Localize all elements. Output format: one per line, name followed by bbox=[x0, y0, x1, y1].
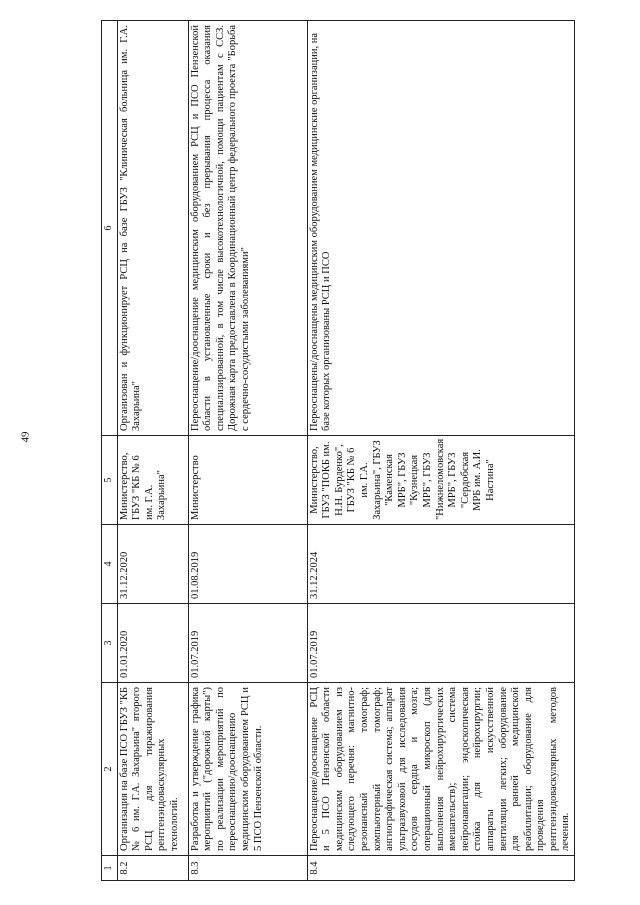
table-row bbox=[117, 21, 188, 881]
row-number: 8.2 bbox=[117, 856, 188, 881]
activity-cell: Организация на базе ПСО ГБУЗ "КБ № 6 им. Г.А. Захарьина" второго РСЦ для тиражирования рентгенэндоваскулярных технологий. bbox=[117, 683, 188, 856]
activity-cell: Разработка и утверждение графика мероприятий ("дорожной карты") по реализации мероприятий по переоснащению/дооснащению медицинским оборудованием РСЦ и 5 ПСО Пензенской области. bbox=[188, 683, 307, 856]
responsible-cell: Министерство bbox=[188, 436, 307, 525]
end-date-cell: 31.12.2020 bbox=[117, 525, 188, 604]
header-col-4: 4 bbox=[102, 525, 118, 604]
header-col-1: 1 bbox=[102, 856, 118, 881]
start-date-cell: 01.01.2020 bbox=[117, 604, 188, 683]
start-date-cell: 01.07.2019 bbox=[188, 604, 307, 683]
header-col-6: 6 bbox=[102, 21, 118, 436]
header-col-5: 5 bbox=[102, 436, 118, 525]
header-col-3: 3 bbox=[102, 604, 118, 683]
header-col-2: 2 bbox=[102, 683, 118, 856]
start-date-cell: 01.07.2019 bbox=[307, 604, 574, 683]
row-number: 8.3 bbox=[188, 856, 307, 881]
activity-cell: Переоснащение/дооснащение РСЦ и 5 ПСО Пензенской области медицинским оборудованием из следующего перечня: магнитно-резонансный томограф; компьютерный томограф; ангиографическая система; аппарат ультразвуковой для исследования сосудов сердца и мозга; операционный микроскоп (для выполнения нейрохирургических вмешательств); система нейронавигации; эндоскопическая стойка для нейрохирургии; аппараты искусственной вентиляции легких; оборудование для ранней медицинской реабилитации; оборудование для проведения рентгенэндоваскулярных методов лечения. bbox=[307, 683, 574, 856]
table-row bbox=[307, 21, 574, 881]
page-number: 49 bbox=[19, 431, 32, 443]
header-row bbox=[102, 21, 118, 881]
measures-table bbox=[101, 20, 575, 881]
rotated-table-area bbox=[101, 20, 572, 881]
result-cell: Переоснащены/дооснащены медицинским оборудованием медицинские организации, на базе которых организованы РСЦ и ПСО bbox=[307, 21, 574, 436]
result-cell: Организован и функционирует РСЦ на базе ГБУЗ "Клиническая больница им. Г.А. Захарьина" bbox=[117, 21, 188, 436]
responsible-cell: Министерство, ГБУЗ "ПОКБ им. Н.Н. Бурденко", ГБУЗ "КБ № 6 им. Г.А. Захарьина", ГБУЗ "Каменская МРБ", ГБУЗ "Кузнецкая МРБ", ГБУЗ "Нижнеломовская МРБ", ГБУЗ "Сердобская МРБ им. А.И. Настина" bbox=[307, 436, 574, 525]
end-date-cell: 01.08.2019 bbox=[188, 525, 307, 604]
end-date-cell: 31.12.2024 bbox=[307, 525, 574, 604]
row-number: 8.4 bbox=[307, 856, 574, 881]
table-row bbox=[188, 21, 307, 881]
result-cell: Переоснащение/дооснащение медицинским оборудованием РСЦ и ПСО Пензенской области в установленные сроки и без прерывания процесса оказания специализированной, в том числе высокотехнологичной, помощи пациентам с ССЗ. Дорожная карта предоставлена в Координационный центр федерального проекта "Борьба с сердечно-сосудистыми заболеваниями" bbox=[188, 21, 307, 436]
rotated-table-content bbox=[101, 20, 572, 881]
responsible-cell: Министерство, ГБУЗ "КБ № 6 им. Г.А. Захарьина" bbox=[117, 436, 188, 525]
